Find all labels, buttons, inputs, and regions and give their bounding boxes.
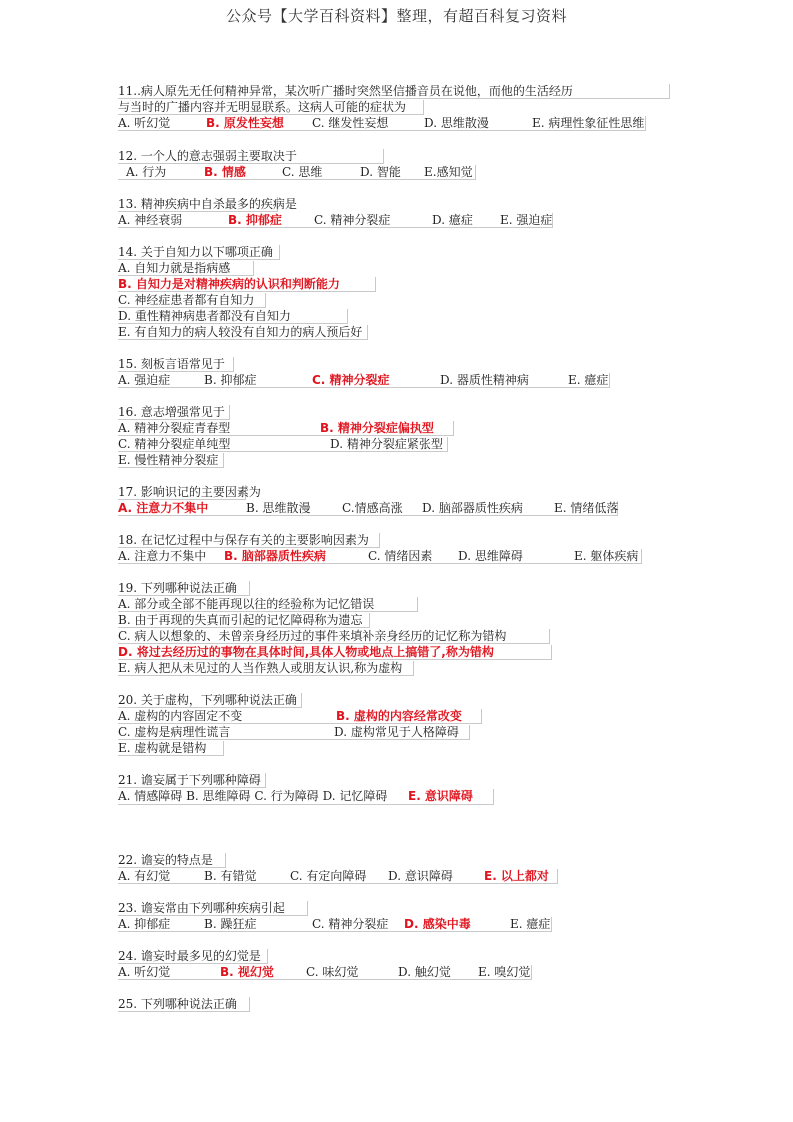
- q18-option-c: C. 情绪因素: [368, 549, 433, 563]
- q24-stem: 24. 谵妄时最多见的幻觉是: [118, 949, 268, 964]
- q13-option-b-answer: B. 抑郁症: [228, 213, 282, 227]
- q11-option-e: E. 病理性象征性思维: [532, 116, 645, 130]
- q13-option-a: A. 神经衰弱: [118, 213, 183, 227]
- q12-options: [118, 165, 476, 180]
- q11-option-b-answer: B. 原发性妄想: [206, 116, 284, 130]
- q22-option-d: D. 意识障碍: [388, 869, 453, 883]
- q17-option-b: B. 思维散漫: [246, 501, 311, 515]
- q12-option-b-answer: B. 情感: [204, 165, 246, 179]
- q20-option-b-answer: B. 虚构的内容经常改变: [336, 709, 462, 723]
- q12-option-d: D. 智能: [360, 165, 401, 179]
- q20-options-cd: [118, 725, 470, 740]
- q19-option-a: A. 部分或全部不能再现以往的经验称为记忆错误: [118, 597, 418, 612]
- q23-option-c: C. 精神分裂症: [312, 917, 389, 931]
- q11-stem-line2: 与当时的广播内容并无明显联系。这病人可能的症状为: [118, 100, 424, 115]
- q21-option-e-answer: E. 意识障碍: [408, 789, 473, 803]
- q19-option-c: C. 病人以想象的、未曾亲身经历过的事件来填补亲身经历的记忆称为错构: [118, 629, 550, 644]
- q21-options: [118, 789, 494, 805]
- q18-option-b-answer: B. 脑部器质性疾病: [224, 549, 326, 563]
- q22-option-c: C. 有定向障碍: [290, 869, 367, 883]
- q11-stem-line1: 11..病人原先无任何精神异常，某次听广播时突然坚信播音员在说他，而他的生活经历: [118, 84, 670, 99]
- q13-option-c: C. 精神分裂症: [314, 213, 391, 227]
- q16-option-e: E. 慢性精神分裂症: [118, 453, 224, 468]
- q14-option-e: E. 有自知力的病人较没有自知力的病人预后好: [118, 325, 368, 340]
- q24-option-b-answer: B. 视幻觉: [220, 965, 274, 979]
- q11-option-c: C. 继发性妄想: [312, 116, 389, 130]
- q16-options-ab: [118, 421, 454, 436]
- q15-stem: 15. 刻板言语常见于: [118, 357, 234, 372]
- q21-options-a-to-d: A. 情感障碍 B. 思维障碍 C. 行为障碍 D. 记忆障碍: [118, 789, 388, 803]
- q18-stem: 18. 在记忆过程中与保存有关的主要影响因素为: [118, 533, 380, 548]
- q19-option-b: B. 由于再现的失真而引起的记忆障碍称为遗忘: [118, 613, 370, 628]
- q20-option-c: C. 虚构是病理性谎言: [118, 725, 231, 739]
- q16-stem: 16. 意志增强常见于: [118, 405, 230, 420]
- q17-option-d: D. 脑部器质性疾病: [422, 501, 523, 515]
- q19-option-d-answer: D. 将过去经历过的事物在具体时间,具体人物或地点上搞错了,称为错构: [118, 645, 552, 660]
- q17-option-a-answer: A. 注意力不集中: [118, 501, 209, 515]
- q13-option-d: D. 癔症: [432, 213, 473, 227]
- q18-option-a: A. 注意力不集中: [118, 549, 207, 563]
- q20-option-e: E. 虚构就是错构: [118, 741, 224, 756]
- q22-option-a: A. 有幻觉: [118, 869, 171, 883]
- q18-option-e: E. 躯体疾病: [574, 549, 639, 563]
- q14-option-c: C. 神经症患者都有自知力: [118, 293, 266, 308]
- q17-option-e: E. 情绪低落: [554, 501, 619, 515]
- q14-option-b-answer: B. 自知力是对精神疾病的认识和判断能力: [118, 277, 376, 292]
- q17-option-c: C.情感高涨: [342, 501, 403, 515]
- q24-option-a: A. 听幻觉: [118, 965, 171, 979]
- q13-option-e: E. 强迫症: [500, 213, 553, 227]
- q14-option-a: A. 自知力就是指病感: [118, 261, 254, 276]
- q23-options: [118, 917, 552, 932]
- q15-option-d: D. 器质性精神病: [440, 373, 529, 387]
- q16-options-cd: [118, 437, 448, 452]
- q20-option-d: D. 虚构常见于人格障碍: [334, 725, 459, 739]
- q22-stem: 22. 谵妄的特点是: [118, 853, 226, 868]
- q13-options: [118, 213, 553, 228]
- q25-stem: 25. 下列哪种说法正确: [118, 997, 250, 1012]
- q11-option-d: D. 思维散漫: [424, 116, 489, 130]
- page-header: 公众号【大学百科资料】整理，有超百科复习资料: [225, 7, 567, 25]
- q15-options: [118, 373, 610, 388]
- q17-options: [118, 501, 618, 516]
- q23-option-e: E. 癔症: [510, 917, 551, 931]
- q24-option-c: C. 味幻觉: [306, 965, 359, 979]
- q13-stem: 13. 精神疾病中自杀最多的疾病是: [118, 197, 297, 211]
- q12-option-a: A. 行为: [126, 165, 167, 179]
- q23-option-d-answer: D. 感染中毒: [404, 917, 471, 931]
- q24-option-d: D. 触幻觉: [398, 965, 451, 979]
- q16-option-a: A. 精神分裂症青春型: [118, 421, 231, 435]
- q15-option-e: E. 癔症: [568, 373, 609, 387]
- q15-option-b: B. 抑郁症: [204, 373, 257, 387]
- q23-option-a: A. 抑郁症: [118, 917, 171, 931]
- q11-options: [118, 116, 646, 131]
- q22-options: [118, 869, 558, 884]
- q22-option-b: B. 有错觉: [204, 869, 257, 883]
- q12-option-c: C. 思维: [282, 165, 323, 179]
- q12-option-e: E.感知觉: [424, 165, 473, 179]
- q20-options-ab: [118, 709, 482, 724]
- q14-stem: 14. 关于自知力以下哪项正确: [118, 245, 280, 260]
- q17-stem: 17. 影响识记的主要因素为: [118, 485, 261, 499]
- q15-option-a: A. 强迫症: [118, 373, 171, 387]
- q22-option-e-answer: E. 以上都对: [484, 869, 549, 883]
- q21-stem: 21. 谵妄属于下列哪种障碍: [118, 773, 266, 788]
- q20-stem: 20. 关于虚构，下列哪种说法正确: [118, 693, 302, 708]
- q23-stem: 23. 谵妄常由下列哪种疾病引起: [118, 901, 308, 916]
- q16-option-b-answer: B. 精神分裂症偏执型: [320, 421, 434, 435]
- q12-stem: 12. 一个人的意志强弱主要取决于: [118, 149, 384, 164]
- q24-option-e: E. 嗅幻觉: [478, 965, 531, 979]
- q15-option-c-answer: C. 精神分裂症: [312, 373, 390, 387]
- q18-options: [118, 549, 642, 564]
- q11-option-a: A. 听幻觉: [118, 116, 171, 130]
- q18-option-d: D. 思维障碍: [458, 549, 523, 563]
- q19-stem: 19. 下列哪种说法正确: [118, 581, 250, 596]
- q19-option-e: E. 病人把从未见过的人当作熟人或朋友认识,称为虚构: [118, 661, 414, 676]
- q16-option-d: D. 精神分裂症紧张型: [330, 437, 443, 451]
- q24-options: [118, 965, 532, 980]
- q20-option-a: A. 虚构的内容固定不变: [118, 709, 243, 723]
- q16-option-c: C. 精神分裂症单纯型: [118, 437, 231, 451]
- q14-option-d: D. 重性精神病患者都没有自知力: [118, 309, 348, 324]
- q23-option-b: B. 躁狂症: [204, 917, 257, 931]
